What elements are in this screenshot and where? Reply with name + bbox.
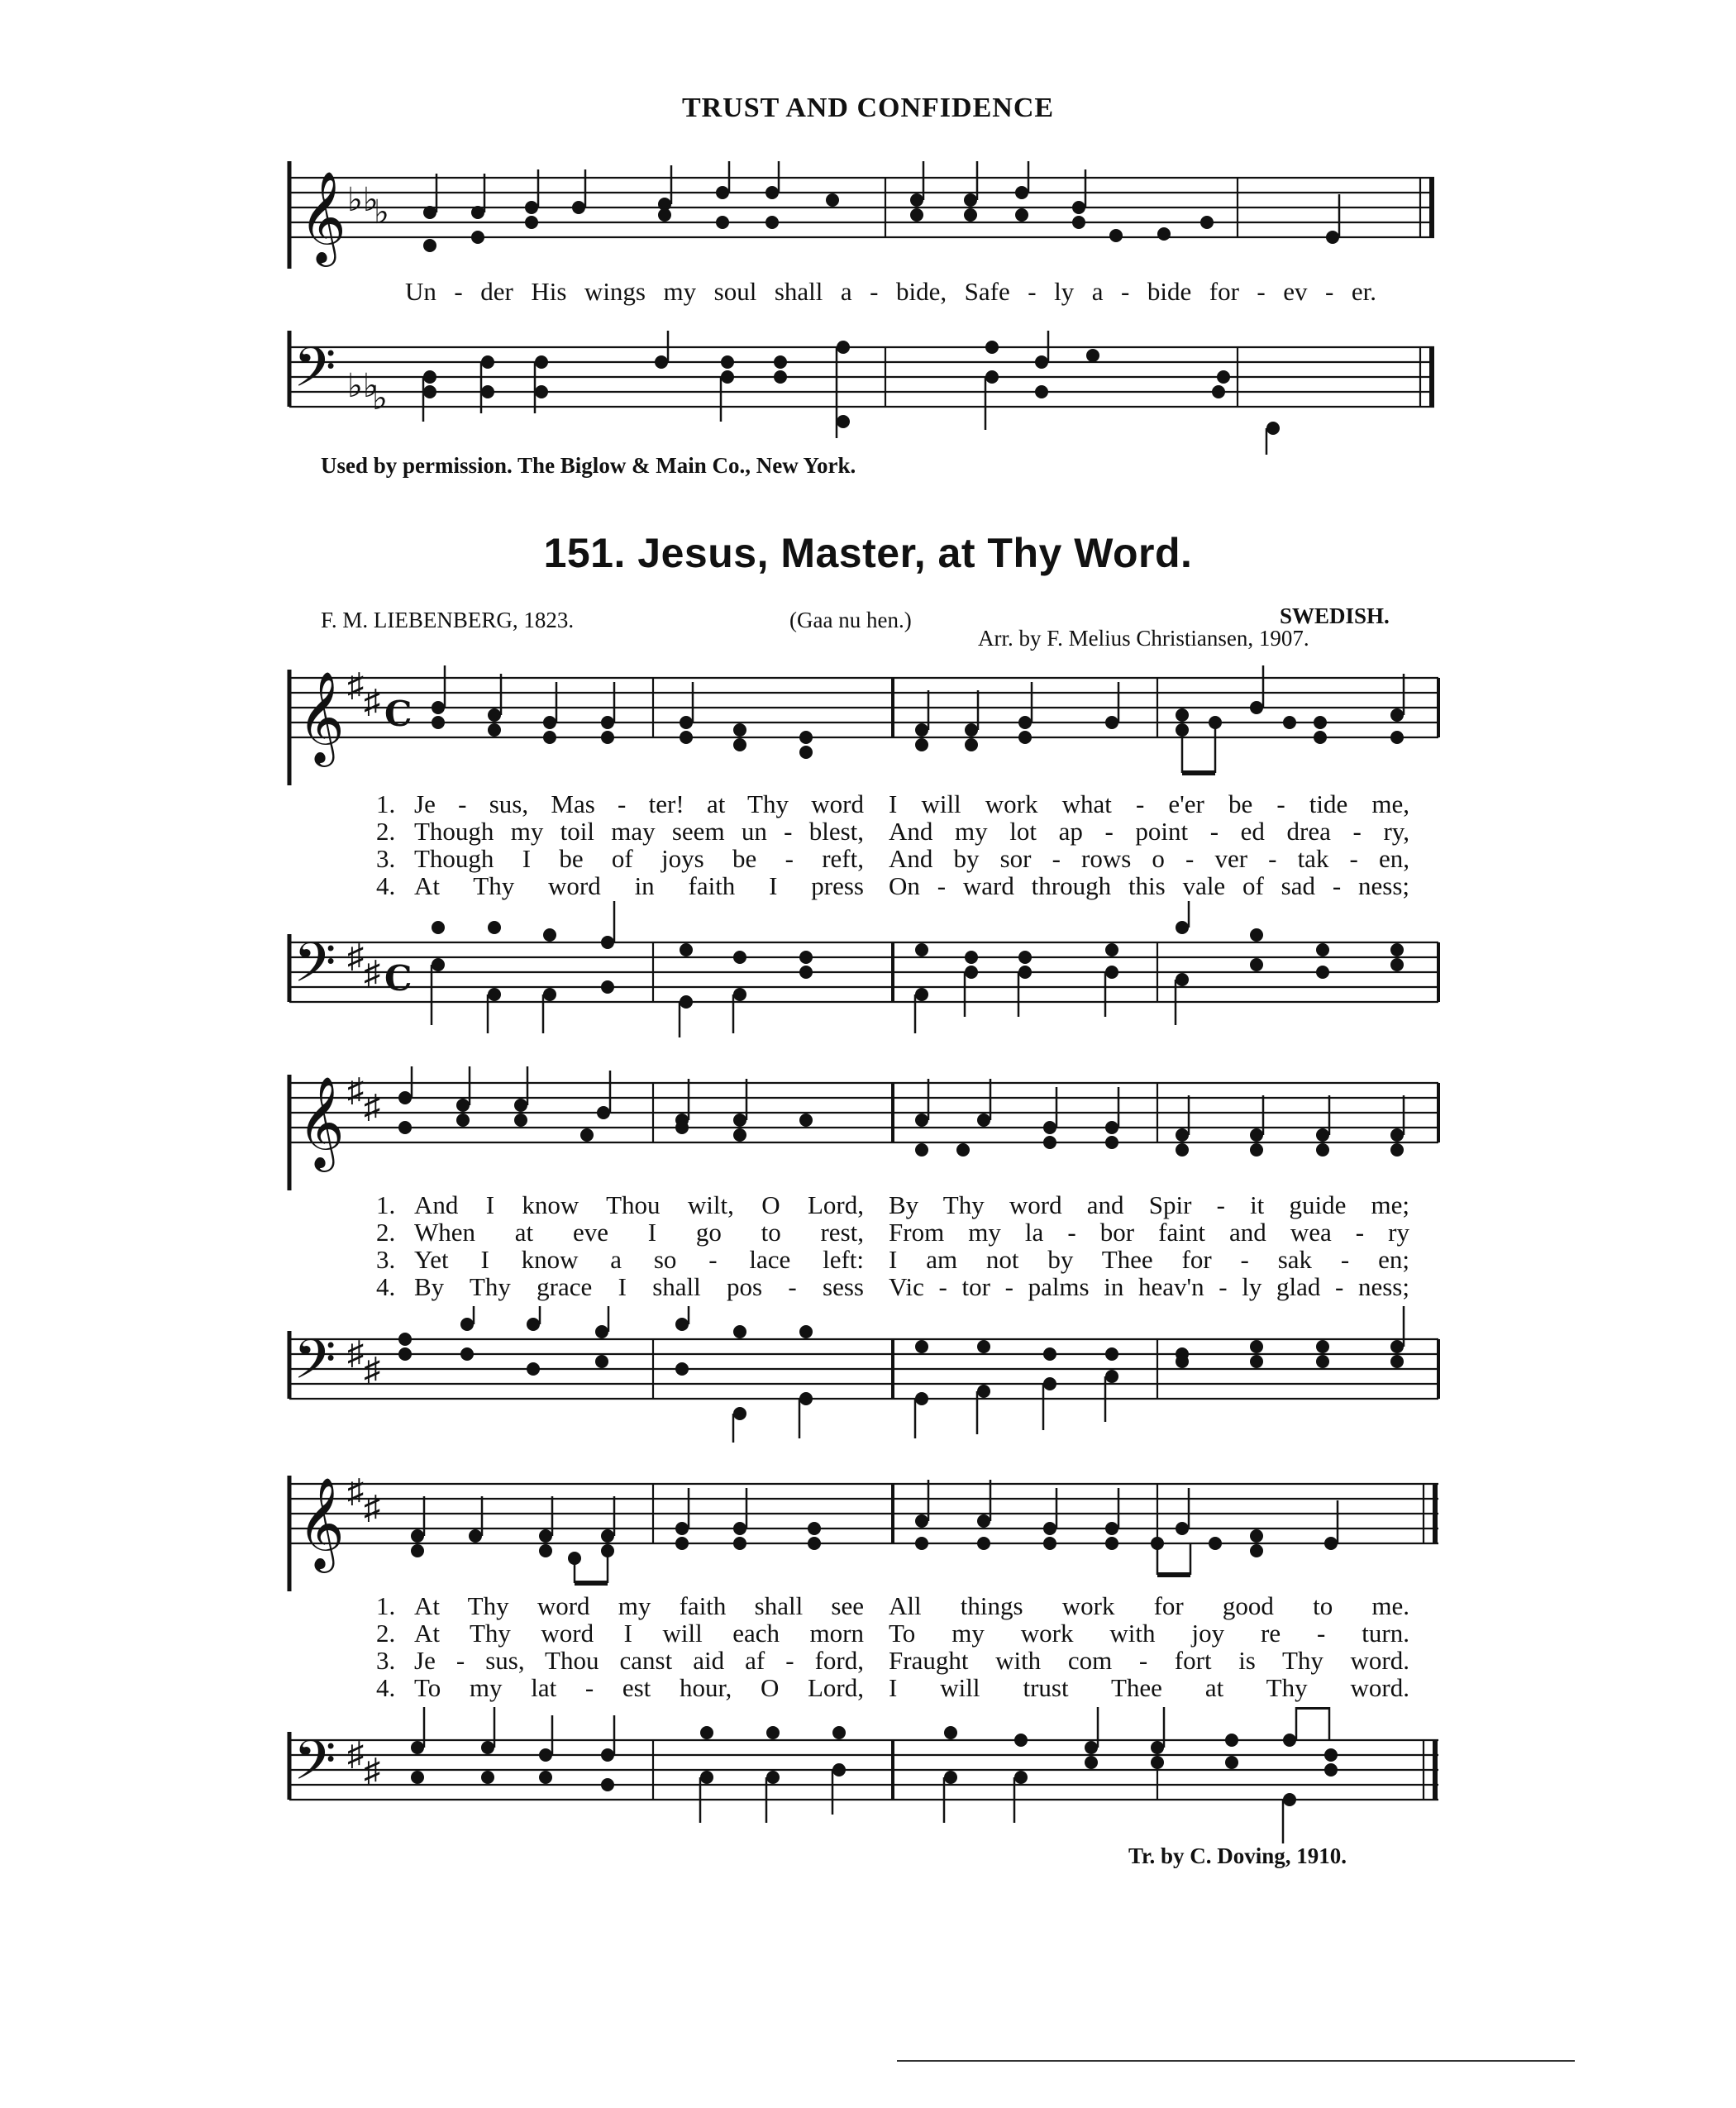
system-2-verse-4 [376, 1272, 1409, 1300]
verse-number: 3. [376, 1245, 396, 1274]
system-2-verse-2 [376, 1218, 1409, 1246]
svg-text:𝄢: 𝄢 [293, 931, 336, 1008]
system-1-verse-2 [376, 817, 1409, 845]
svg-text:♯: ♯ [364, 954, 380, 991]
lyric-phrase-b: From my la - bor faint and wea - ry [889, 1218, 1409, 1247]
system-3-verse-1 [376, 1591, 1409, 1619]
system-3-treble-staff [0, 1467, 1736, 1591]
lyric-phrase-b: And by sor - rows o - ver - tak - en, [889, 844, 1409, 873]
verse-number: 4. [376, 871, 396, 900]
system-1-bass-staff [0, 901, 1736, 1042]
verse-number: 4. [376, 1272, 396, 1301]
svg-text:𝄞: 𝄞 [298, 1075, 345, 1168]
svg-text:♭♭: ♭♭ [347, 181, 379, 218]
verse-number: 4. [376, 1673, 396, 1702]
hymn-number: 151. [543, 530, 626, 576]
lyric-phrase-a: And I know Thou wilt, O Lord, [414, 1190, 864, 1219]
verse-number: 1. [376, 789, 396, 818]
previous-hymn-lyric: Un - der His wings my soul shall a - bide, Safe - ly a - bide for - ev - er. [405, 277, 1376, 306]
lyric-phrase-b: I am not by Thee for - sak - en; [889, 1245, 1409, 1274]
lyric-phrase-b: And my lot ap - point - ed drea - ry, [889, 817, 1409, 846]
svg-text:𝄞: 𝄞 [298, 1476, 345, 1569]
svg-text:♭: ♭ [372, 379, 388, 417]
translator: Tr. by C. Doving, 1910. [1128, 1843, 1347, 1868]
previous-hymn-treble-staff [0, 161, 1736, 285]
lyric-phrase-a: By Thy grace I shall pos - sess [414, 1272, 864, 1301]
tune-origin: SWEDISH. [1280, 603, 1390, 628]
verse-number: 1. [376, 1190, 396, 1219]
system-3-verse-2 [376, 1619, 1409, 1647]
lyric-phrase-a: Yet I know a so - lace left: [414, 1245, 864, 1274]
svg-text:♯: ♯ [364, 683, 380, 720]
system-3-bass-staff [0, 1707, 1736, 1848]
svg-text:𝄢: 𝄢 [293, 336, 336, 413]
svg-text:♯: ♯ [347, 1334, 364, 1371]
svg-text:C: C [384, 694, 413, 734]
system-1-verse-1 [376, 789, 1409, 818]
svg-text:♯: ♯ [347, 1735, 364, 1772]
system-1-verse-4 [376, 871, 1409, 899]
hymn-title: Jesus, Master, at Thy Word. [637, 530, 1193, 576]
svg-text:𝄞: 𝄞 [298, 670, 345, 763]
system-3-verse-3 [376, 1646, 1409, 1674]
system-2-bass-staff [0, 1306, 1736, 1447]
lyric-phrase-a: Though I be of joys be - reft, [414, 844, 864, 873]
previous-hymn-bass-staff [0, 331, 1736, 463]
svg-text:♯: ♯ [364, 1088, 380, 1125]
lyric-phrase-b: On - ward through this vale of sad - ness; [889, 871, 1409, 900]
lyric-phrase-b: I will trust Thee at Thy word. [889, 1673, 1409, 1702]
tune-name: (Gaa nu hen.) [789, 608, 912, 632]
svg-text:♯: ♯ [347, 666, 364, 703]
svg-text:𝄞: 𝄞 [299, 170, 346, 263]
system-2-treble-staff [0, 1066, 1736, 1190]
lyric-phrase-a: Je - sus, Mas - ter! at Thy word [414, 789, 864, 818]
svg-text:♯: ♯ [347, 1071, 364, 1109]
verse-number: 3. [376, 1646, 396, 1675]
verse-number: 3. [376, 844, 396, 873]
lyric-phrase-b: Vic - tor - palms in heav'n - ly glad - ness; [889, 1272, 1409, 1301]
svg-text:𝄢: 𝄢 [293, 1729, 336, 1805]
system-1-verse-3 [376, 844, 1409, 872]
lyric-phrase-a: At Thy word in faith I press [414, 871, 864, 900]
svg-text:♯: ♯ [347, 937, 364, 975]
lyric-phrase-b: To my work with joy re - turn. [889, 1619, 1409, 1648]
verse-number: 2. [376, 1218, 396, 1247]
verse-number: 1. [376, 1591, 396, 1620]
verse-number: 2. [376, 817, 396, 846]
section-heading: TRUST AND CONFIDENCE [681, 93, 1055, 123]
lyric-phrase-b: By Thy word and Spir - it guide me; [889, 1190, 1409, 1219]
lyric-phrase-b: Fraught with com - fort is Thy word. [889, 1646, 1409, 1675]
hymn-title-line [0, 529, 1736, 577]
svg-text:𝄢: 𝄢 [293, 1328, 336, 1405]
lyric-phrase-a: At Thy word my faith shall see [414, 1591, 864, 1620]
bottom-rule [897, 2060, 1575, 2062]
svg-text:♯: ♯ [364, 1351, 380, 1388]
system-3-verse-4 [376, 1673, 1409, 1701]
svg-text:♭: ♭ [374, 193, 389, 231]
arranger: Arr. by F. Melius Christiansen, 1907. [978, 626, 1309, 651]
permission-note: Used by permission. The Biglow & Main Co., New York. [321, 453, 856, 478]
lyric-phrase-a: To my lat - est hour, O Lord, [414, 1673, 864, 1702]
svg-text:C: C [384, 958, 413, 999]
svg-text:♯: ♯ [364, 1752, 380, 1789]
svg-text:♯: ♯ [364, 1489, 380, 1526]
lyric-phrase-a: When at eve I go to rest, [414, 1218, 864, 1247]
svg-text:♭♭: ♭♭ [347, 367, 379, 404]
system-2-verse-3 [376, 1245, 1409, 1273]
lyric-phrase-a: Je - sus, Thou canst aid af - ford, [414, 1646, 864, 1675]
lyric-phrase-b: All things work for good to me. [889, 1591, 1409, 1620]
lyric-phrase-b: I will work what - e'er be - tide me, [889, 789, 1409, 818]
hymn-author: F. M. LIEBENBERG, 1823. [321, 608, 575, 632]
lyric-phrase-a: Though my toil may seem un - blest, [414, 817, 864, 846]
verse-number: 2. [376, 1619, 396, 1648]
system-2-verse-1 [376, 1190, 1409, 1219]
lyric-phrase-a: At Thy word I will each morn [414, 1619, 864, 1648]
system-1-treble-staff [0, 661, 1736, 785]
svg-text:♯: ♯ [347, 1472, 364, 1509]
